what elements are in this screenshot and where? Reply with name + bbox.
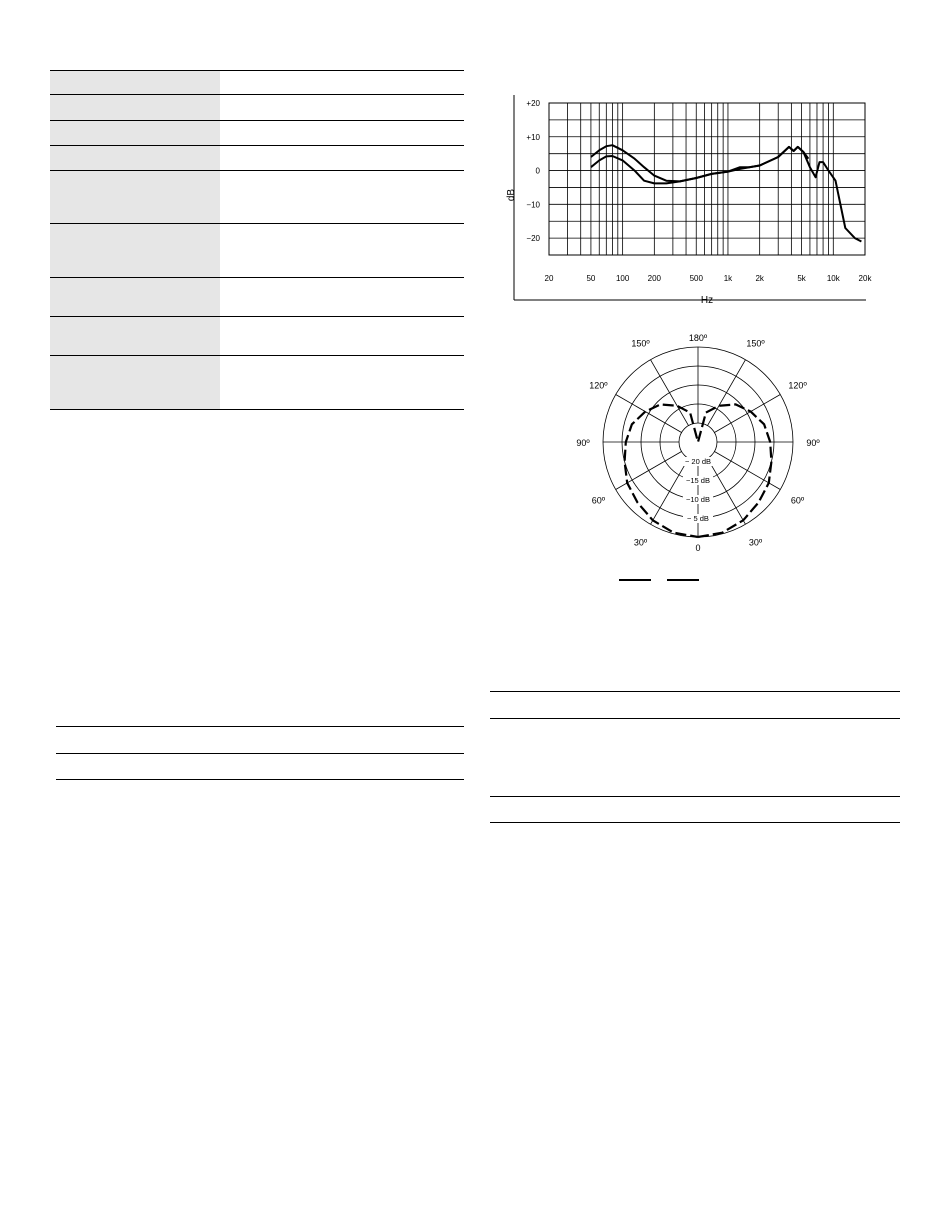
spec-value-cell — [220, 146, 464, 170]
spec-value-cell — [220, 71, 464, 94]
series-line — [591, 147, 862, 242]
table-row — [50, 121, 464, 146]
polar-ring-label: −15 dB — [686, 476, 710, 485]
x-tick-label: 1k — [723, 274, 733, 283]
polar-angle-label: 120º — [589, 380, 608, 391]
table-row — [490, 719, 900, 797]
polar-ring-label: − 5 dB — [687, 514, 709, 523]
y-tick-label: +20 — [526, 99, 540, 108]
polar-ring-label: − 20 dB — [684, 457, 712, 466]
table-row — [50, 356, 464, 410]
x-tick-label: 10k — [826, 274, 840, 283]
y-tick-label: −10 — [526, 200, 540, 210]
spec-value-cell — [220, 278, 464, 316]
y-tick-label: +10 — [526, 132, 540, 142]
polar-spoke — [708, 360, 746, 426]
polar-angle-label: 60º — [790, 495, 805, 506]
spec-value-cell — [220, 121, 464, 145]
x-tick-label: 5k — [797, 274, 806, 283]
polar-angle-label: 90º — [576, 438, 590, 448]
spec-value-cell — [220, 95, 464, 120]
x-tick-label: 20k — [858, 274, 872, 283]
spec-key-cell — [50, 278, 220, 316]
table-row — [490, 797, 900, 823]
x-tick-label: 500 — [689, 274, 703, 283]
polar-spoke — [651, 360, 689, 426]
table-row — [50, 317, 464, 356]
y-tick-label: 0 — [535, 166, 540, 176]
table-row — [56, 727, 464, 754]
y-tick-label: −20 — [526, 234, 540, 244]
x-tick-label: 2k — [755, 274, 764, 283]
polar-angle-label: 60º — [591, 495, 606, 506]
x-tick-label: 50 — [586, 274, 596, 283]
x-axis-label: Hz — [700, 295, 714, 306]
x-tick-label: 200 — [647, 274, 662, 283]
polar-ring-label: −10 dB — [686, 495, 710, 504]
spec-key-cell — [50, 146, 220, 170]
polar-spoke — [714, 395, 780, 433]
frequency-response-chart — [500, 95, 885, 310]
spec-key-cell — [50, 121, 220, 145]
table-row — [50, 224, 464, 278]
polar-angle-label: 180º — [688, 333, 708, 343]
parts-table — [490, 691, 900, 823]
polar-spoke — [651, 458, 689, 524]
plot-frame — [549, 103, 865, 255]
table-row — [56, 754, 464, 780]
spec-key-cell — [50, 171, 220, 223]
polar-pattern-chart — [575, 330, 825, 595]
polar-angle-label: 150º — [631, 338, 650, 349]
spec-value-cell — [220, 224, 464, 277]
polar-spoke — [616, 395, 682, 433]
y-axis-label: dB — [506, 188, 517, 202]
table-row — [50, 278, 464, 317]
accessory-table — [56, 726, 464, 780]
spec-key-cell — [50, 317, 220, 355]
spec-key-cell — [50, 356, 220, 409]
spec-value-cell — [220, 317, 464, 355]
x-tick-label: 100 — [615, 274, 630, 283]
spec-table — [50, 70, 464, 410]
table-row — [50, 71, 464, 95]
spec-value-cell — [220, 171, 464, 223]
spec-key-cell — [50, 224, 220, 277]
polar-angle-label: 30º — [748, 537, 763, 548]
spec-value-cell — [220, 356, 464, 409]
spec-key-cell — [50, 95, 220, 120]
polar-spoke — [708, 458, 746, 524]
table-row — [50, 95, 464, 121]
x-tick-label: 20 — [544, 274, 554, 283]
polar-angle-label: 30º — [633, 537, 648, 548]
polar-angle-label: 150º — [746, 338, 765, 349]
polar-angle-label: 0 — [695, 543, 701, 553]
table-row — [490, 692, 900, 719]
spec-key-cell — [50, 71, 220, 94]
table-row — [50, 146, 464, 171]
table-row — [50, 171, 464, 224]
polar-ring — [679, 423, 717, 461]
series-line — [591, 145, 809, 181]
polar-angle-label: 120º — [788, 380, 807, 391]
polar-angle-label: 90º — [806, 438, 820, 448]
